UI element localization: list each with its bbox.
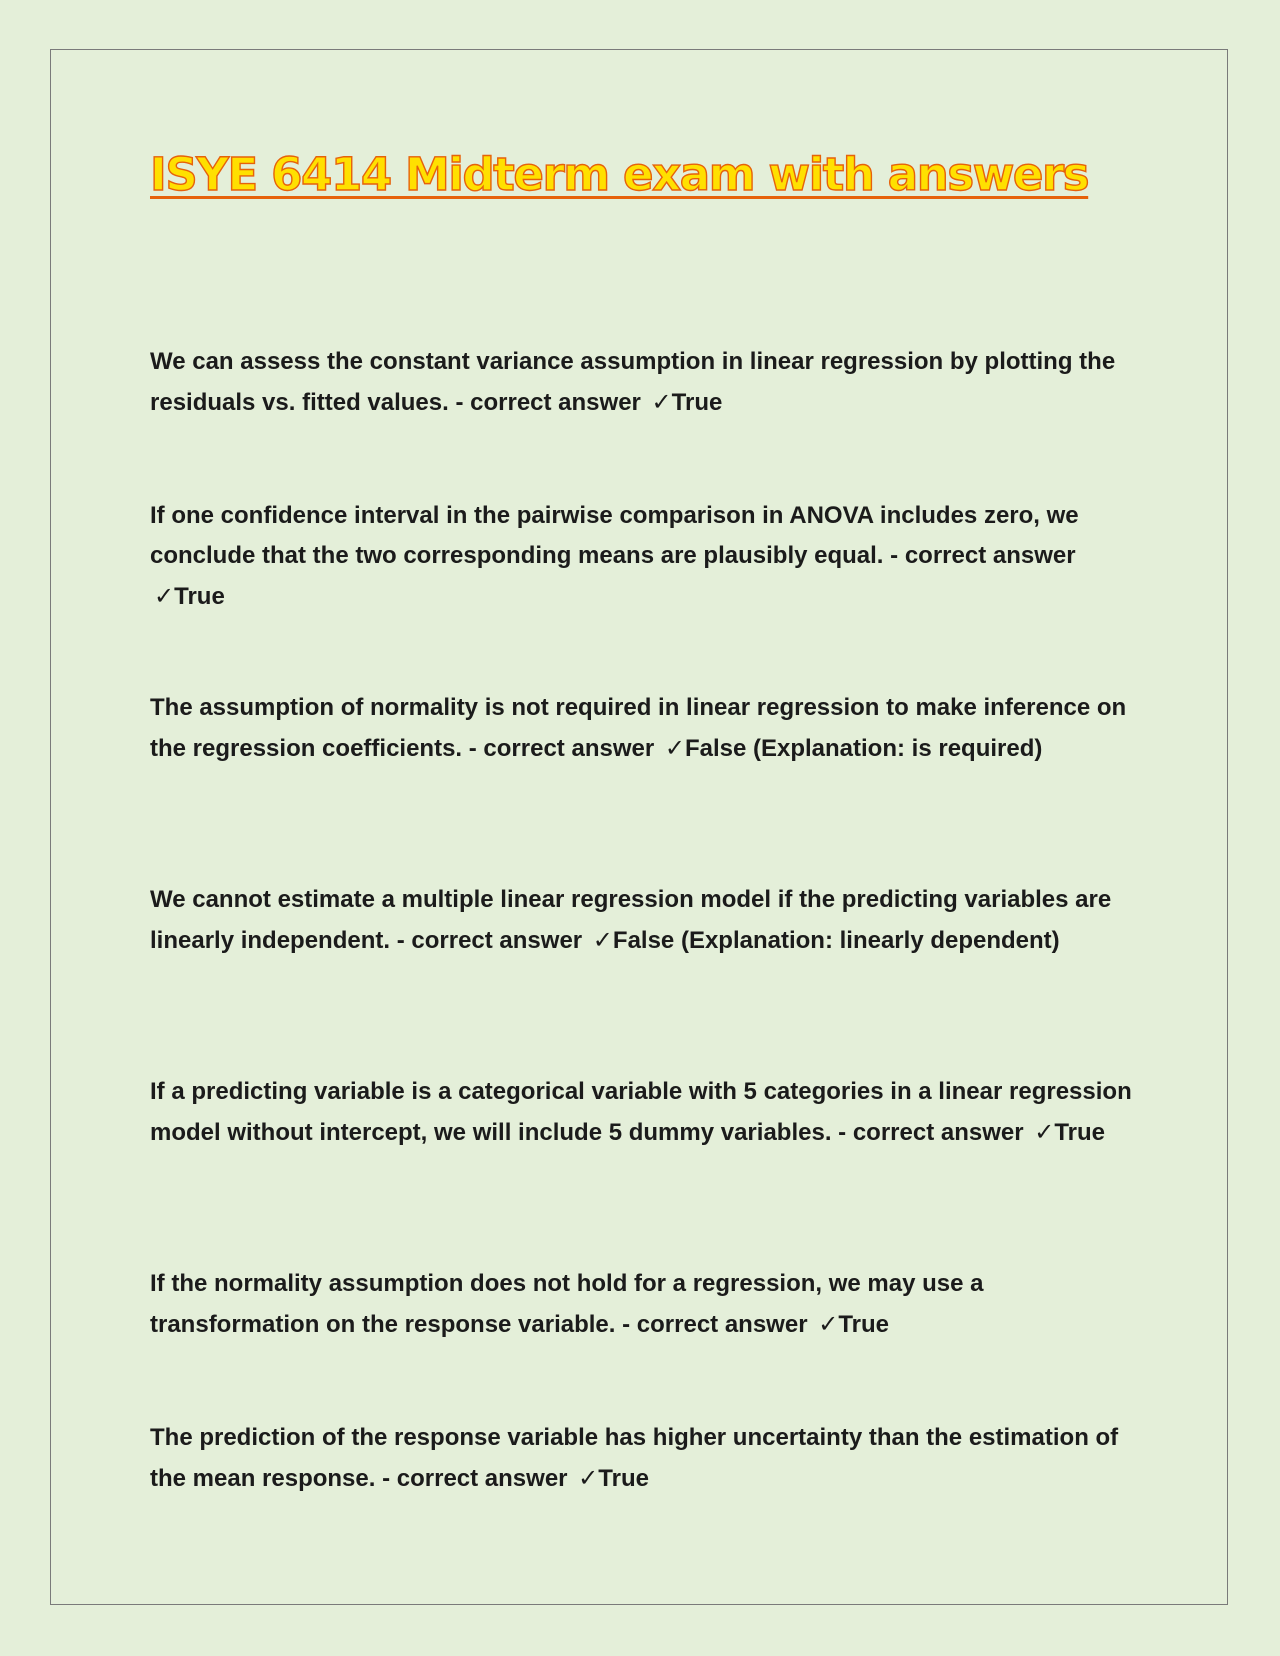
answer-text: True — [838, 1311, 889, 1338]
checkmark-icon: ✓ — [1034, 1118, 1055, 1146]
answer-separator: - correct answer — [883, 542, 1076, 569]
document-title: ISYE 6414 Midterm exam with answers — [150, 148, 1089, 201]
qa-item — [150, 880, 1140, 961]
checkmark-icon: ✓ — [664, 734, 685, 762]
answer-separator: - correct answer — [390, 927, 589, 954]
qa-item — [150, 342, 1140, 423]
checkmark-icon: ✓ — [578, 1464, 599, 1492]
answer-text: False (Explanation: linearly dependent) — [612, 927, 1060, 954]
answer-text: True — [174, 583, 225, 610]
answer-separator: - correct answer — [375, 1465, 575, 1492]
checkmark-icon: ✓ — [154, 582, 175, 610]
qa-item — [150, 1264, 1140, 1345]
question-text: The prediction of the response variable has higher uncertainty than the estimation of the mean response. — [150, 1424, 1119, 1492]
checkmark-icon: ✓ — [651, 388, 672, 416]
answer-separator: - correct answer — [462, 735, 661, 762]
checkmark-icon: ✓ — [592, 926, 613, 954]
answer-separator: - correct answer — [831, 1119, 1031, 1146]
question-text: If one confidence interval in the pairwise comparison in ANOVA includes zero, we conclude that the two corresponding means are plausibly equal. — [150, 502, 1079, 569]
question-text: If a predicting variable is a categorical variable with 5 categories in a linear regression model without intercept, we will include 5 dummy variables. — [150, 1078, 1132, 1146]
page-border — [50, 49, 1228, 1605]
answer-text: False (Explanation: is required) — [684, 735, 1043, 762]
question-text: If the normality assumption does not hold for a regression, we may use a transformation on the response variable. — [150, 1270, 984, 1338]
checkmark-icon: ✓ — [818, 1310, 839, 1338]
question-text: The assumption of normality is not required in linear regression to make inference on the regression coefficients. — [150, 694, 1127, 762]
answer-text: True — [671, 389, 723, 416]
answer-text: True — [1054, 1119, 1106, 1146]
qa-item — [150, 1418, 1140, 1499]
qa-item — [150, 496, 1140, 617]
answer-text: True — [598, 1465, 649, 1492]
question-text: We cannot estimate a multiple linear regression model if the predicting variables are linearly independent. — [150, 886, 1112, 954]
answer-separator: - correct answer — [448, 389, 648, 416]
answer-separator: - correct answer — [615, 1311, 815, 1338]
qa-item — [150, 1072, 1140, 1153]
qa-item — [150, 688, 1140, 769]
question-text: We can assess the constant variance assumption in linear regression by plotting the residuals vs. fitted values. — [150, 348, 1116, 416]
